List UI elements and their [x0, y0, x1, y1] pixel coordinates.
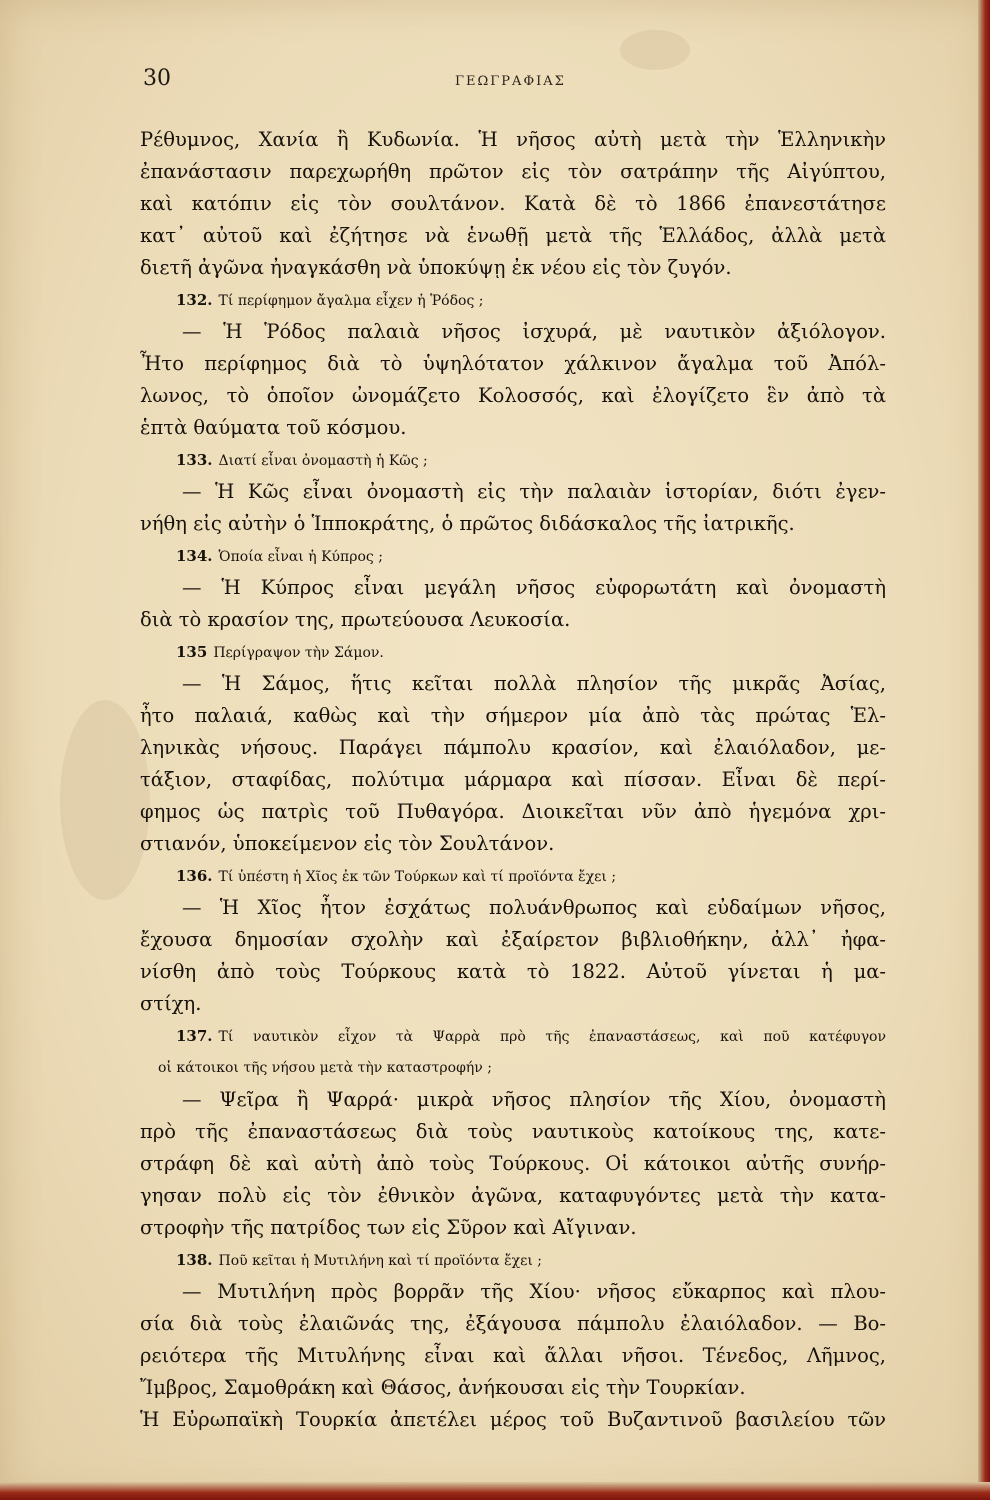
answer-first-line: — Ἡ Ῥόδος παλαιὰ νῆσος ἰσχυρά, μὲ ναυτικὸν ἀξιόλογον. [182, 320, 886, 343]
question-number: 132. [176, 291, 213, 309]
question-line [140, 1244, 886, 1276]
text-line: νήθη εἰς αὐτὴν ὁ Ἱπποκράτης, ὁ πρῶτος διδάσκαλος τῆς ἰατρικῆς. [140, 512, 795, 535]
text-line: ἐπανάστασιν παρεχωρήθη πρῶτον εἰς τὸν σατράπην τῆς Αἰγύπτου, [140, 160, 886, 183]
question-line [140, 1020, 886, 1052]
paper-stain [60, 700, 150, 900]
text-line: τάξιον, σταφίδας, πολύτιμα μάρμαρα καὶ πίσσαν. Εἶναι δὲ περί- [140, 768, 886, 791]
text-line: στροφὴν τῆς πατρίδος των εἰς Σῦρον καὶ Αἴγιναν. [140, 1216, 637, 1239]
question-number: 138. [176, 1251, 213, 1269]
text-line: ἦτο παλαιά, καθὼς καὶ τὴν σήμερον μία ἀπὸ τὰς πρώτας Ἑλ- [140, 704, 886, 727]
text-line: στράφη δὲ καὶ αὐτὴ ἀπὸ τοὺς Τούρκους. Οἱ κάτοικοι αὐτῆς συνήρ- [140, 1152, 886, 1175]
page-number: 30 [143, 66, 171, 91]
answer-first-line: — Μυτιλήνη πρὸς βορρᾶν τῆς Χίου· νῆσος εὔκαρπος καὶ πλου- [182, 1280, 886, 1303]
text-line: νίσθη ἀπὸ τοὺς Τούρκους κατὰ τὸ 1822. Αὐτοῦ γίνεται ἡ μα- [140, 960, 886, 983]
text-line: Ἡ Εὐρωπαϊκὴ Τουρκία ἀπετέλει μέρος τοῦ Βυζαντινοῦ βασιλείου τῶν [140, 1408, 886, 1431]
question-text: Περίγραψον τὴν Σάμον. [213, 645, 384, 661]
question-line [140, 860, 886, 892]
question-text: Τί ναυτικὸν εἶχον τὰ Ψαρρὰ πρὸ τῆς ἐπαναστάσεως, καὶ ποῦ κατέφυγον [218, 1029, 886, 1045]
text-line: φημος ὡς πατρὶς τοῦ Πυθαγόρα. Διοικεῖται νῦν ἀπὸ ἡγεμόνα χρι- [140, 800, 886, 823]
answer-first-line: — Ἡ Κῶς εἶναι ὀνομαστὴ εἰς τὴν παλαιὰν ἱστορίαν, διότι ἐγεν- [182, 480, 886, 503]
question-number: 136. [176, 867, 213, 885]
text-line: ρειότερα τῆς Μιτυλήνης εἶναι καὶ ἄλλαι νῆσοι. Τένεδος, Λῆμνος, [140, 1344, 886, 1367]
question-line: οἱ κάτοικοι τῆς νήσου μετὰ τὴν καταστροφήν ; [158, 1060, 492, 1076]
text-line: στίχη. [140, 992, 202, 1015]
question-number: 135 [176, 643, 208, 661]
answer-first-line: — Ἡ Σάμος, ἥτις κεῖται πολλὰ πλησίον τῆς μικρᾶς Ἀσίας, [182, 672, 886, 695]
text-line: Ἴμβρος, Σαμοθράκη καὶ Θάσος, ἀνήκουσαι εἰς τὴν Τουρκίαν. [140, 1376, 746, 1399]
text-line: στιανόν, ὑποκείμενον εἰς τὸν Σουλτάνον. [140, 832, 555, 855]
text-line: κατ᾽ αὐτοῦ καὶ ἐζήτησε νὰ ἑνωθῇ μετὰ τῆς Ἑλλάδος, ἀλλὰ μετὰ [140, 224, 886, 247]
text-line: γησαν πολὺ εἰς τὸν ἐθνικὸν ἀγῶνα, καταφυγόντες μετὰ τὴν κατα- [140, 1184, 886, 1207]
text-line: ἑπτὰ θαύματα τοῦ κόσμου. [140, 416, 407, 439]
answer-first-line: — Ἡ Χῖος ἦτον ἐσχάτως πολυάνθρωπος καὶ εὐδαίμων νῆσος, [182, 896, 886, 919]
question-number: 137. [176, 1027, 213, 1045]
running-head: ΓΕΩΓΡΑΦΙΑΣ [455, 74, 566, 89]
text-line: πρὸ τῆς ἐπαναστάσεως διὰ τοὺς ναυτικοὺς κατοίκους της, κατε- [140, 1120, 886, 1143]
question-text: Ποῦ κεῖται ἡ Μυτιλήνη καὶ τί προϊόντα ἔχει ; [218, 1253, 542, 1269]
answer-first-line: — Ψεῖρα ἢ Ψαρρά· μικρὰ νῆσος πλησίον τῆς Χίου, ὀνομαστὴ [182, 1088, 886, 1111]
paper-stain [620, 30, 690, 70]
question-line [140, 540, 886, 572]
question-text: Ὁποία εἶναι ἡ Κύπρος ; [218, 549, 383, 565]
question-line [140, 284, 886, 316]
text-line: λωνος, τὸ ὁποῖον ὠνομάζετο Κολοσσός, καὶ ἐλογίζετο ἓν ἀπὸ τὰ [140, 384, 886, 407]
text-line: ληνικὰς νήσους. Παράγει πάμπολυ κρασίον, καὶ ἐλαιόλαδον, με- [140, 736, 886, 759]
question-number: 134. [176, 547, 213, 565]
text-line: σία διὰ τοὺς ἐλαιῶνάς της, ἐξάγουσα πάμπολυ ἐλαιόλαδον. — Βο- [140, 1312, 886, 1335]
text-line: ἔχουσα δημοσίαν σχολὴν καὶ ἐξαίρετον βιβλιοθήκην, ἀλλ᾽ ἠφα- [140, 928, 886, 951]
text-line: διὰ τὸ κρασίον της, πρωτεύουσα Λευκοσία. [140, 608, 571, 631]
red-page-edge [978, 0, 990, 1500]
question-text: Τί ὑπέστη ἡ Χῖος ἐκ τῶν Τούρκων καὶ τί προϊόντα ἔχει ; [218, 869, 617, 885]
text-line: καὶ κατόπιν εἰς τὸν σουλτάνον. Κατὰ δὲ τὸ 1866 ἐπανεστάτησε [140, 192, 886, 215]
text-line: Ἦτο περίφημος διὰ τὸ ὑψηλότατον χάλκινον ἄγαλμα τοῦ Ἀπόλ- [140, 352, 886, 375]
red-page-edge [0, 1482, 990, 1500]
question-number: 133. [176, 451, 213, 469]
text-line: διετῆ ἀγῶνα ἠναγκάσθη νὰ ὑποκύψῃ ἐκ νέου εἰς τὸν ζυγόν. [140, 256, 732, 279]
question-line [140, 444, 886, 476]
question-text: Διατί εἶναι ὀνομαστὴ ἡ Κῶς ; [218, 453, 428, 469]
answer-first-line: — Ἡ Κύπρος εἶναι μεγάλη νῆσος εὐφορωτάτη καὶ ὀνομαστὴ [182, 576, 886, 599]
text-line: Ρέθυμνος, Χανία ἢ Κυδωνία. Ἡ νῆσος αὐτὴ μετὰ τὴν Ἑλληνικὴν [140, 128, 886, 151]
body-text [140, 124, 886, 1436]
question-text: Τί περίφημον ἄγαλμα εἶχεν ἡ Ῥόδος ; [218, 293, 484, 309]
question-line [140, 636, 886, 668]
